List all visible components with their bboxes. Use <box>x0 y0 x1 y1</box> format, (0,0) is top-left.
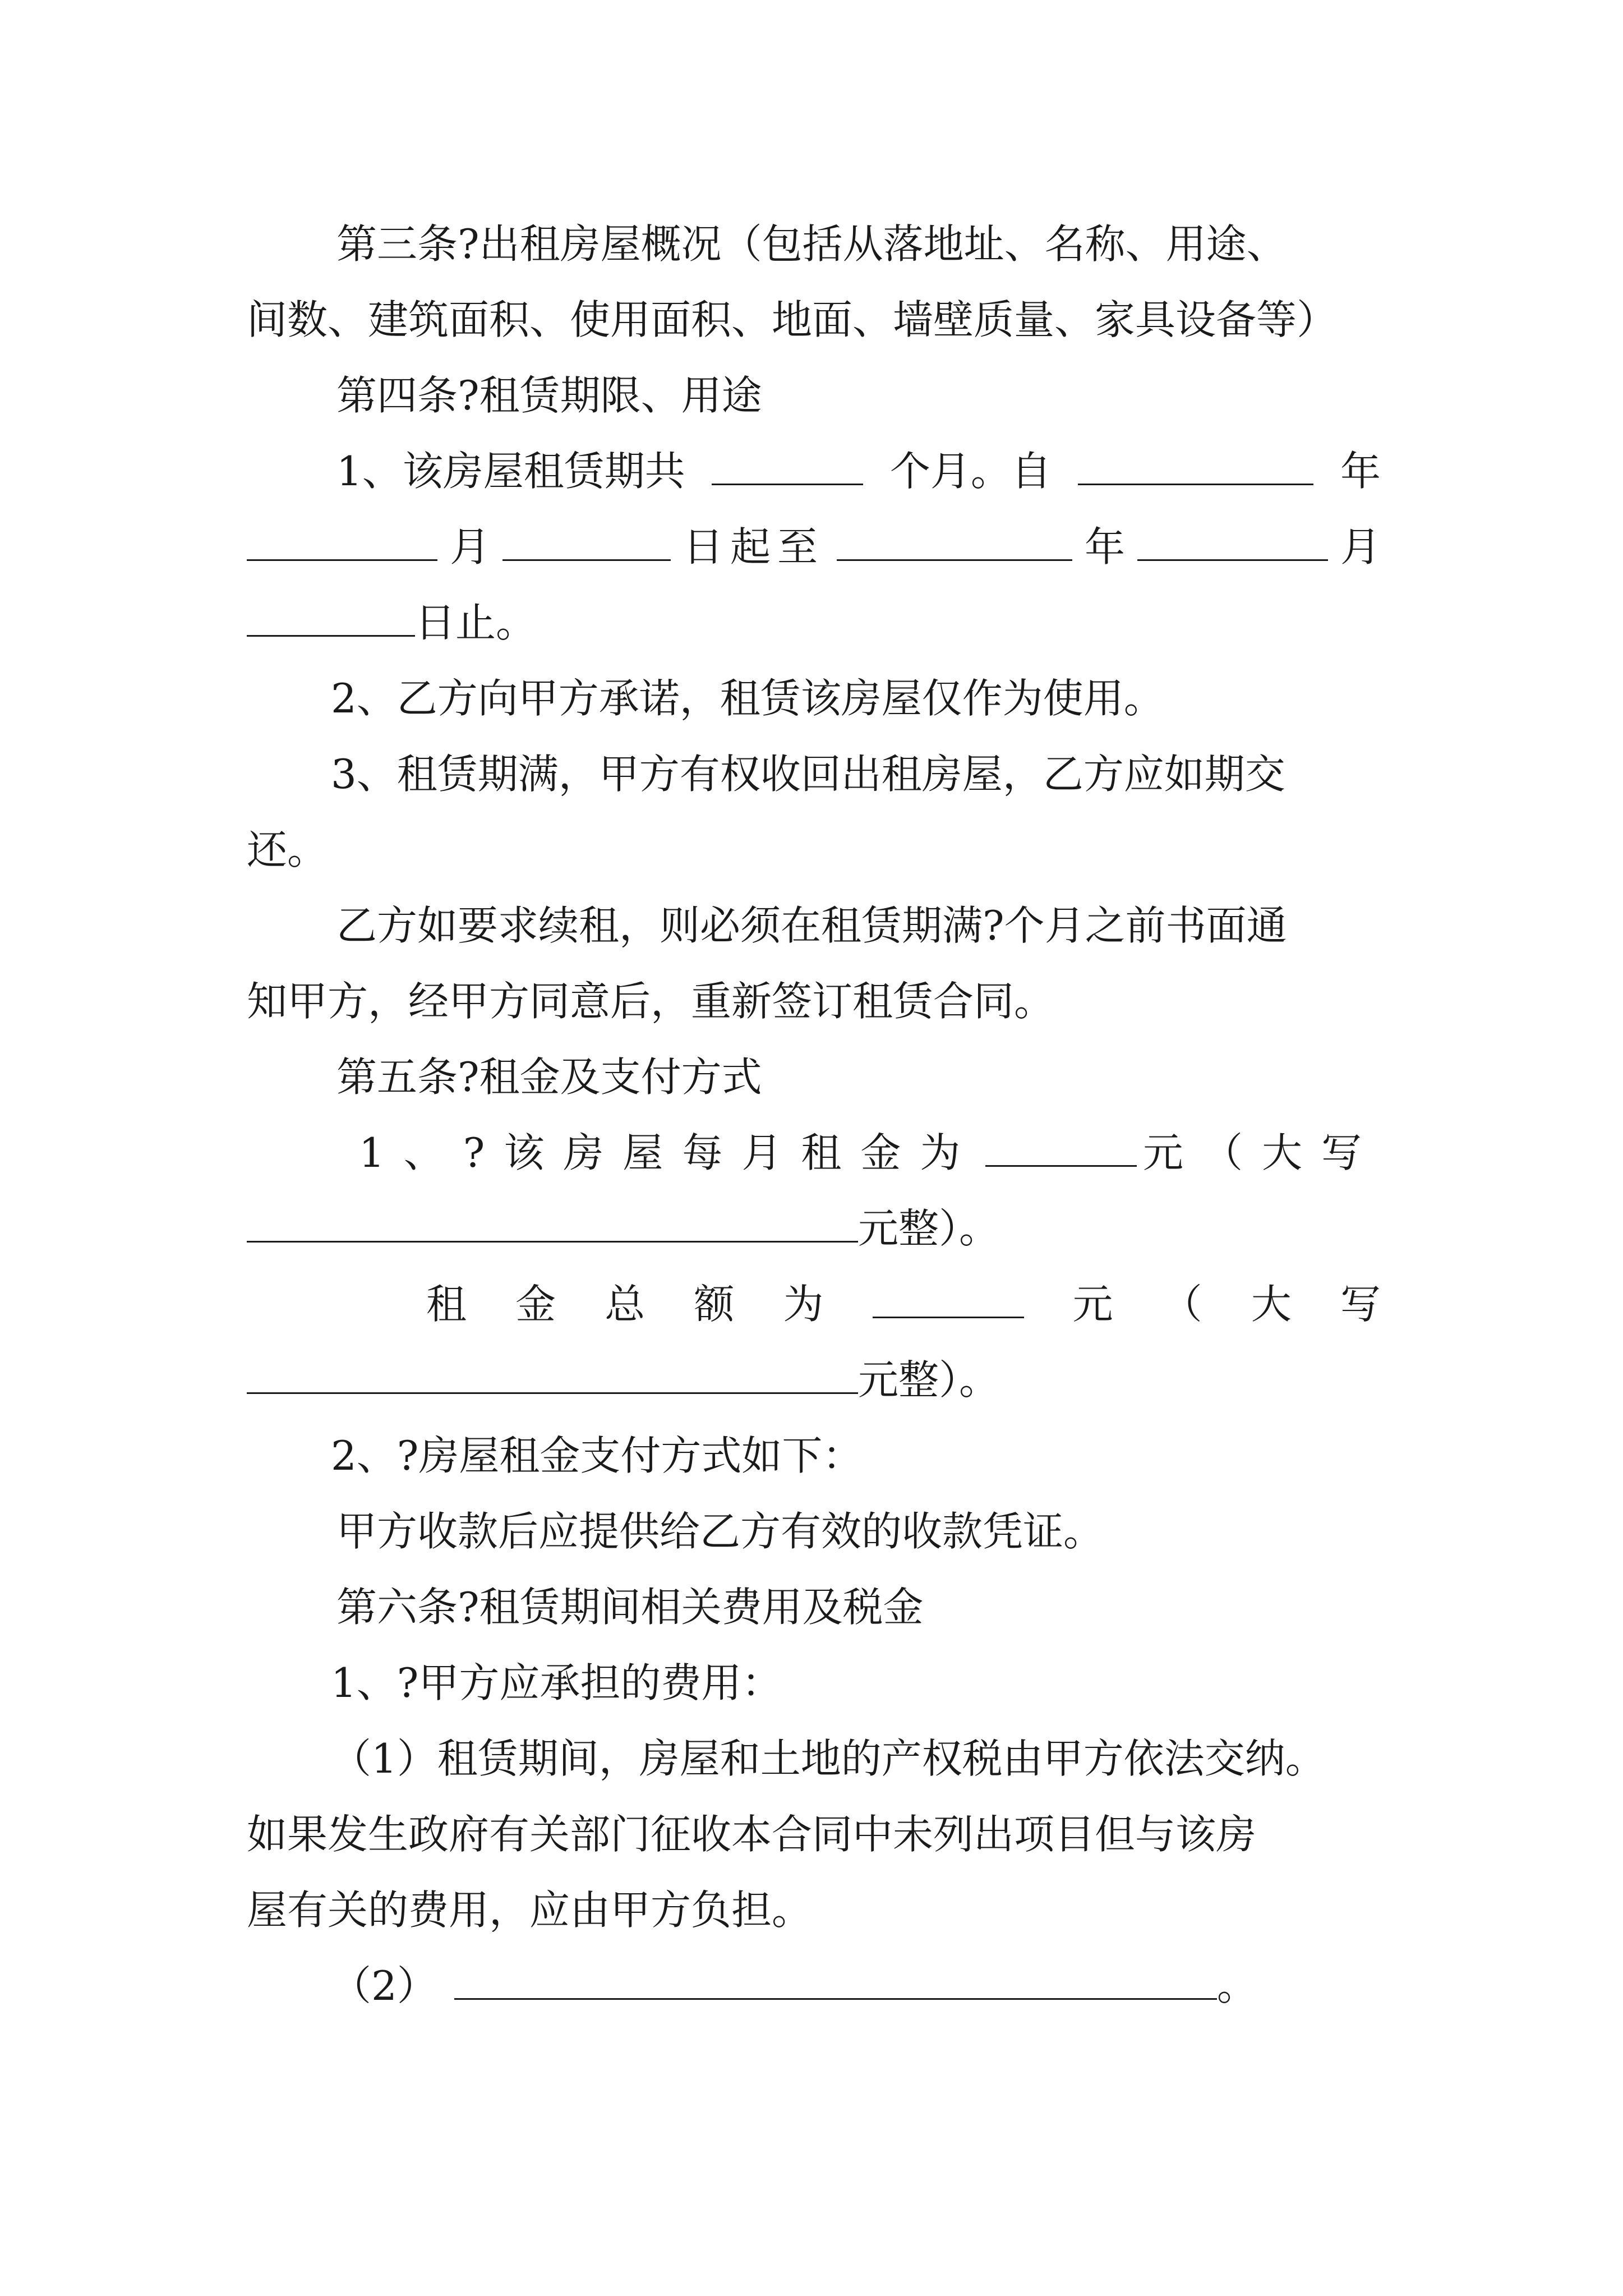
blank-monthly-rent-capital <box>247 1206 858 1243</box>
text: 年 <box>1084 523 1125 570</box>
text: 1、?该房屋每月租金为 <box>359 1129 980 1176</box>
text: 额 <box>694 1281 735 1328</box>
text: 元 <box>1072 1281 1113 1328</box>
text: 。 <box>1216 1962 1257 2009</box>
article4-item3-line1: 3、租赁期满，甲方有权收回出租房屋，乙方应如期交 <box>331 751 1285 798</box>
text: 大 <box>1251 1281 1292 1328</box>
blank-start-day <box>502 524 671 561</box>
article5-item2: 2、?房屋租金支付方式如下： <box>331 1432 863 1479</box>
text: （ <box>1161 1281 1202 1328</box>
text: 总 <box>605 1281 645 1328</box>
article4-renew-line1: 乙方如要求续租，则必须在租赁期满?个月之前书面通 <box>336 902 1287 949</box>
text: 日止。 <box>415 599 537 646</box>
article6-item1: 1、?甲方应承担的费用： <box>331 1659 782 1706</box>
text: （2） <box>331 1962 437 2009</box>
text: 月 <box>1340 523 1381 570</box>
blank-end-year <box>837 524 1072 561</box>
article6-p1-line2: 如果发生政府有关部门征收本合同中未列出项目但与该房 <box>247 1811 1257 1858</box>
text: 为 <box>783 1281 824 1328</box>
article6-heading: 第六条?租赁期间相关费用及税金 <box>336 1584 924 1631</box>
blank-months <box>712 449 863 485</box>
blank-p2 <box>454 1963 1217 2000</box>
article4-item1-line3 <box>247 592 1381 654</box>
text: 租 <box>426 1281 467 1328</box>
article4-heading: 第四条?租赁期限、用途 <box>336 372 762 419</box>
text: 元（大写 <box>1142 1129 1381 1176</box>
article4-item1-line1 <box>336 440 1381 502</box>
text: 元整）。 <box>858 1205 1000 1252</box>
article5-item1-line2 <box>247 1198 1381 1259</box>
article5-heading: 第五条?租金及支付方式 <box>336 1053 762 1101</box>
article4-item3-line2: 还。 <box>247 826 328 873</box>
article4-renew-line2: 知甲方，经甲方同意后，重新签订租赁合同。 <box>247 978 1055 1025</box>
blank-start-year <box>1078 449 1313 485</box>
blank-monthly-rent <box>985 1130 1137 1167</box>
article4-item2: 2、乙方向甲方承诺，租赁该房屋仅作为使用。 <box>331 675 1164 722</box>
blank-start-month <box>247 524 437 561</box>
blank-end-month <box>1137 524 1328 561</box>
article5-receipt: 甲方收款后应提供给乙方有效的收款凭证。 <box>336 1508 1104 1555</box>
text: 写 <box>1340 1281 1381 1328</box>
text: 年 <box>1340 448 1381 495</box>
article3-line1: 第三条?出租房屋概况（包括从落地址、名称、用途、 <box>336 220 1287 268</box>
article3-line2: 间数、建筑面积、使用面积、地面、墙壁质量、家具设备等） <box>247 296 1338 343</box>
text: 1、该房屋租赁期共 <box>336 448 685 495</box>
article6-p1-line1: （1）租赁期间，房屋和土地的产权税由甲方依法交纳。 <box>331 1735 1326 1782</box>
text: 日起至 <box>683 523 824 570</box>
article4-item1-line2 <box>247 516 1381 578</box>
article5-total-line1 <box>426 1273 1381 1335</box>
text: 金 <box>515 1281 556 1328</box>
article6-p1-line3: 屋有关的费用，应由甲方负担。 <box>247 1887 813 1934</box>
text: 元整）。 <box>858 1356 1000 1404</box>
article6-p2 <box>331 1955 1381 2017</box>
text: 月 <box>449 523 490 570</box>
text: 个月。自 <box>889 448 1052 495</box>
blank-total-rent <box>873 1282 1024 1318</box>
blank-total-rent-capital <box>247 1358 858 1394</box>
blank-end-day <box>247 600 415 637</box>
article5-total-line2 <box>247 1349 1381 1411</box>
article5-item1-line1 <box>359 1122 1381 1184</box>
